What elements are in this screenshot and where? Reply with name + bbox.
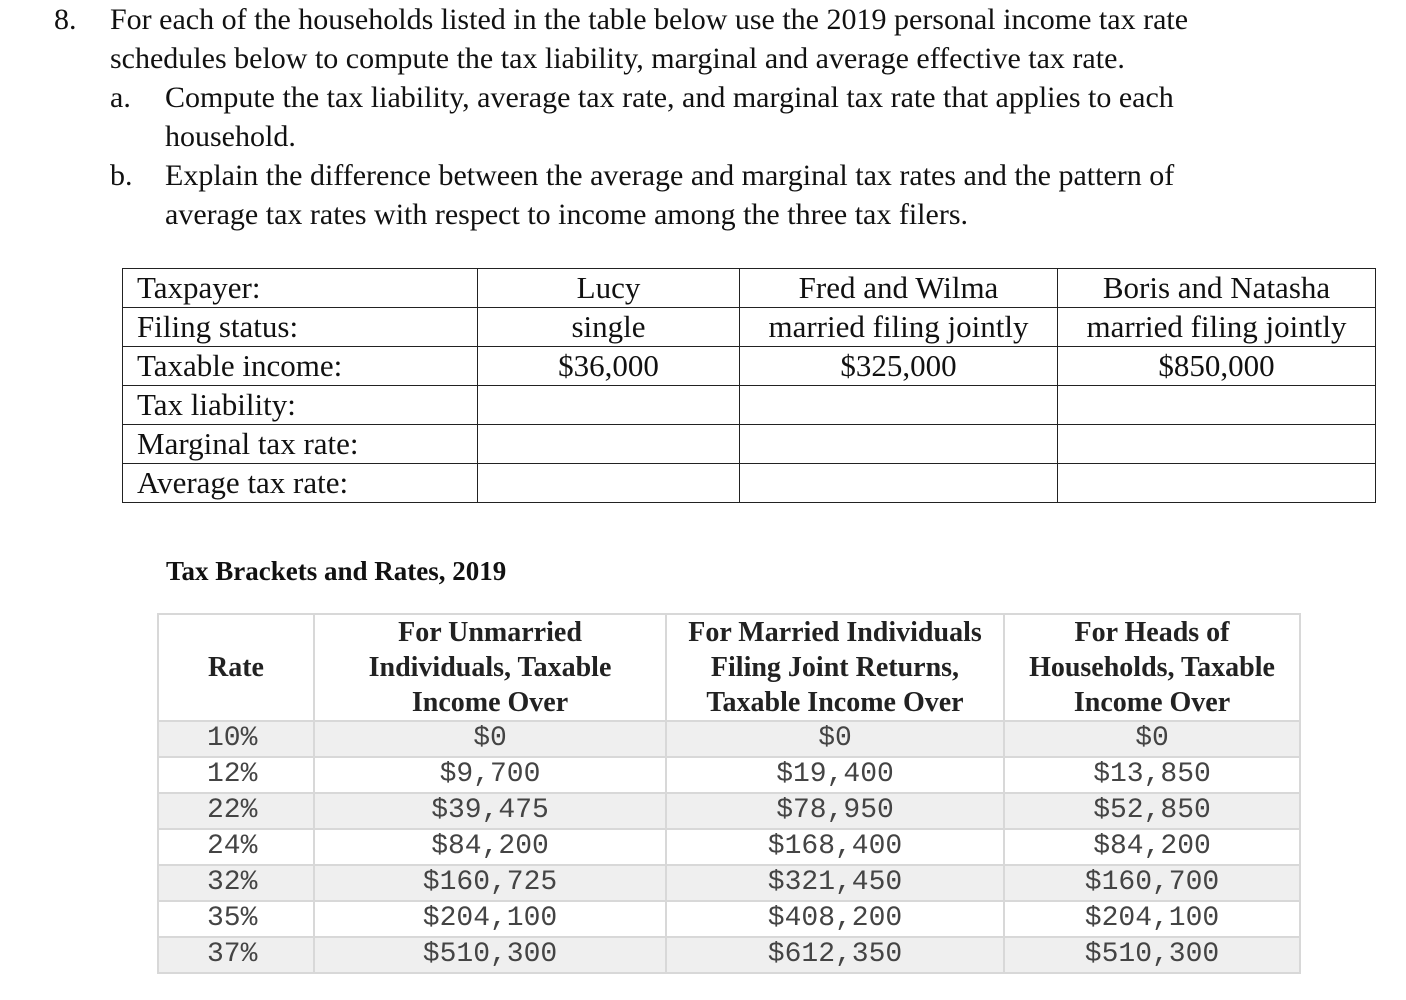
cell-fred-wilma [740, 425, 1058, 464]
part-b-label: b. [110, 159, 133, 192]
table-row [158, 829, 1300, 865]
unmarried-cell: $510,300 [314, 937, 666, 973]
table-row [158, 721, 1300, 757]
married-cell: $321,450 [666, 865, 1004, 901]
brackets-table [157, 613, 1301, 974]
header-line: For Heads of [1074, 617, 1230, 648]
cell-boris-natasha [1058, 425, 1376, 464]
rate-cell: 12% [158, 757, 314, 793]
table-row [123, 347, 1376, 386]
heads-cell: $13,850 [1004, 757, 1300, 793]
table-row [123, 269, 1376, 308]
cell-lucy [478, 425, 740, 464]
question-text-line: For each of the households listed in the table below use the 2019 personal income tax rate [110, 3, 1189, 36]
table-header-row [158, 614, 1300, 721]
married-cell: $78,950 [666, 793, 1004, 829]
cell-lucy: single [478, 308, 740, 347]
cell-lucy: $36,000 [478, 347, 740, 386]
rate-cell: 22% [158, 793, 314, 829]
header-line: Filing Joint Returns, [710, 652, 960, 683]
row-label: Tax liability: [123, 386, 478, 425]
part-a-label: a. [110, 81, 131, 114]
question-number: 8. [54, 3, 77, 36]
header-line: Individuals, Taxable [368, 652, 612, 683]
table-row [158, 793, 1300, 829]
header-line: Income Over [411, 687, 569, 718]
question-text-line: schedules below to compute the tax liability, marginal and average effective tax rate. [110, 42, 1125, 75]
cell-boris-natasha: Boris and Natasha [1058, 269, 1376, 308]
row-label: Taxable income: [123, 347, 478, 386]
row-label: Filing status: [123, 308, 478, 347]
header-unmarried [314, 614, 666, 721]
header-line: Income Over [1073, 687, 1231, 718]
table-row [158, 901, 1300, 937]
heads-cell: $0 [1004, 721, 1300, 757]
part-b-text-line: Explain the difference between the average and marginal tax rates and the pattern of [165, 159, 1175, 192]
table-row [123, 464, 1376, 503]
table-row [123, 425, 1376, 464]
heads-cell: $510,300 [1004, 937, 1300, 973]
row-label: Taxpayer: [123, 269, 478, 308]
rate-cell: 32% [158, 865, 314, 901]
header-married [666, 614, 1004, 721]
cell-fred-wilma: Fred and Wilma [740, 269, 1058, 308]
heads-cell: $52,850 [1004, 793, 1300, 829]
cell-fred-wilma [740, 464, 1058, 503]
rate-cell: 24% [158, 829, 314, 865]
rate-cell: 37% [158, 937, 314, 973]
table-row [123, 308, 1376, 347]
cell-fred-wilma [740, 386, 1058, 425]
cell-lucy: Lucy [478, 269, 740, 308]
unmarried-cell: $39,475 [314, 793, 666, 829]
cell-lucy [478, 464, 740, 503]
part-a-text-line: household. [165, 120, 296, 153]
table-row [158, 865, 1300, 901]
unmarried-cell: $204,100 [314, 901, 666, 937]
married-cell: $408,200 [666, 901, 1004, 937]
married-cell: $0 [666, 721, 1004, 757]
table-row [158, 757, 1300, 793]
cell-boris-natasha [1058, 386, 1376, 425]
table-row [158, 937, 1300, 973]
header-rate: Rate [158, 614, 314, 721]
married-cell: $168,400 [666, 829, 1004, 865]
heads-cell: $204,100 [1004, 901, 1300, 937]
table-row [123, 386, 1376, 425]
part-b-text-line: average tax rates with respect to income among the three tax filers. [165, 198, 968, 231]
header-line: Households, Taxable [1029, 652, 1275, 683]
header-line: For Married Individuals [688, 617, 982, 648]
married-cell: $19,400 [666, 757, 1004, 793]
unmarried-cell: $160,725 [314, 865, 666, 901]
unmarried-cell: $84,200 [314, 829, 666, 865]
brackets-title: Tax Brackets and Rates, 2019 [166, 556, 507, 586]
part-a-text-line: Compute the tax liability, average tax rate, and marginal tax rate that applies to each [165, 81, 1174, 114]
cell-boris-natasha: married filing jointly [1058, 308, 1376, 347]
row-label: Marginal tax rate: [123, 425, 478, 464]
row-label: Average tax rate: [123, 464, 478, 503]
unmarried-cell: $9,700 [314, 757, 666, 793]
heads-cell: $160,700 [1004, 865, 1300, 901]
header-line: Taxable Income Over [706, 687, 964, 718]
unmarried-cell: $0 [314, 721, 666, 757]
header-line: For Unmarried [398, 617, 582, 648]
cell-lucy [478, 386, 740, 425]
taxpayer-table [122, 268, 1376, 503]
married-cell: $612,350 [666, 937, 1004, 973]
rate-cell: 35% [158, 901, 314, 937]
header-heads [1004, 614, 1300, 721]
rate-cell: 10% [158, 721, 314, 757]
cell-fred-wilma: $325,000 [740, 347, 1058, 386]
cell-boris-natasha: $850,000 [1058, 347, 1376, 386]
cell-fred-wilma: married filing jointly [740, 308, 1058, 347]
cell-boris-natasha [1058, 464, 1376, 503]
heads-cell: $84,200 [1004, 829, 1300, 865]
